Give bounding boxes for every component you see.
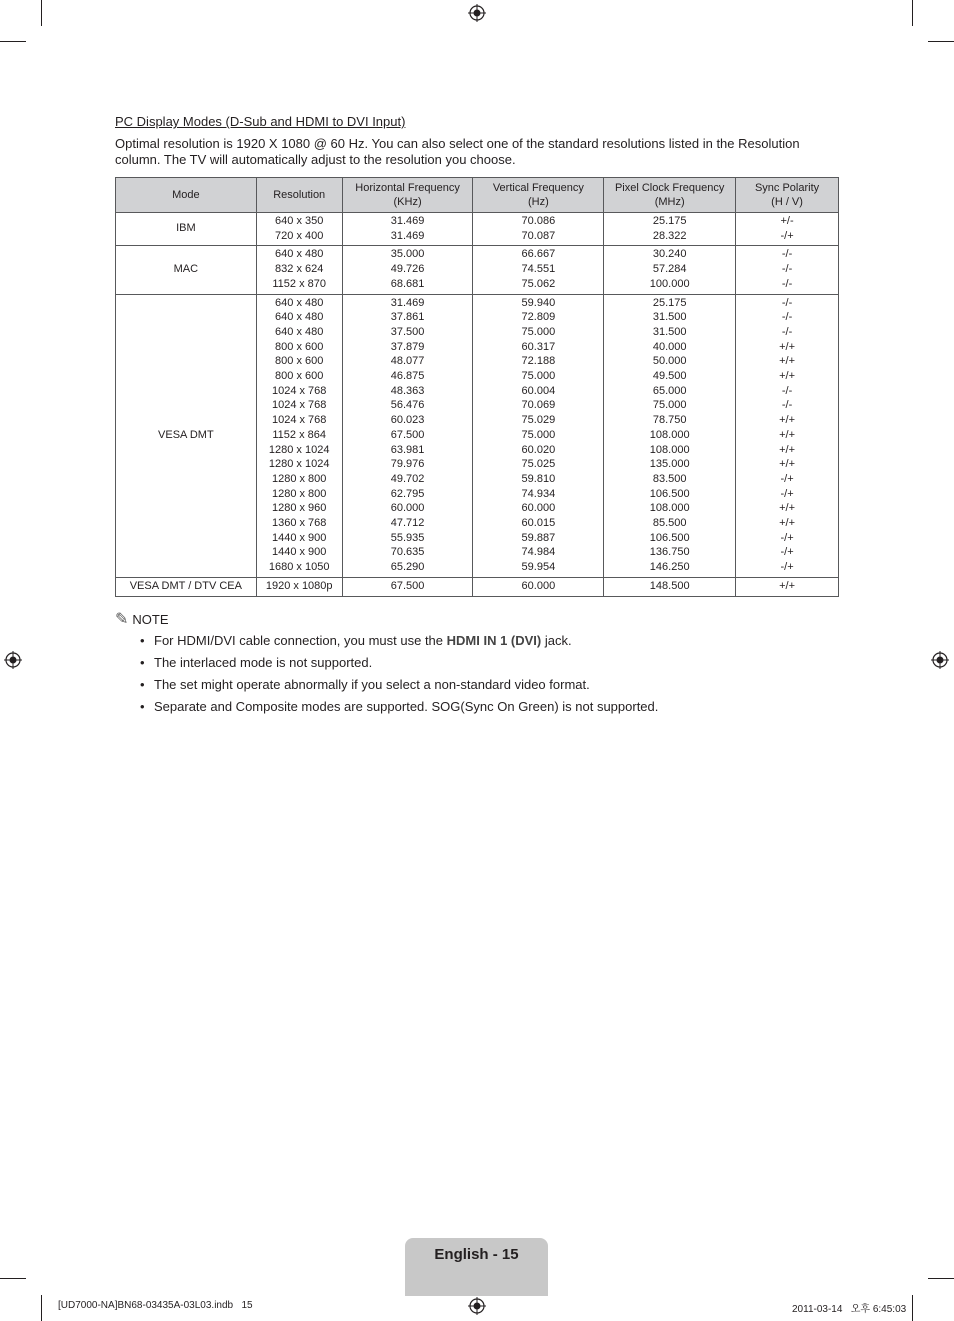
cell-value: 25.175 [652,296,687,309]
cell-value: -/+ [780,229,794,242]
registration-target-icon [931,651,949,669]
cell-value: 28.322 [652,229,687,242]
mode-cell: VESA DMT / DTV CEA [116,577,257,596]
cell-value: +/+ [779,458,795,471]
cell-value: +/+ [779,502,795,515]
cell-value: +/+ [779,517,795,530]
crop-mark-bottom-right-v [912,1295,913,1321]
crop-mark-top-right-h [928,41,954,42]
cell-value: 1680 x 1050 [268,561,330,574]
header-pixel-clock: Pixel Clock Frequency (MHz) [604,178,736,213]
cell-value: 720 x 400 [275,229,324,242]
cell-value: 800 x 600 [275,355,324,368]
vertical-frequency-cell [473,294,604,577]
header-sync-polarity: Sync Polarity (H / V) [736,178,839,213]
cell-value: 1152 x 870 [272,277,326,290]
table-header-row [116,178,839,213]
pencil-icon: ✎ [115,611,129,628]
cell-value: 59.940 [521,296,556,309]
cell-value: 67.500 [390,579,425,592]
file-slug: [UD7000-NA]BN68-03435A-03L03.indb 15 [58,1300,253,1311]
cell-value: 75.000 [652,399,687,412]
cell-value: 60.000 [521,502,556,515]
print-timestamp: 2011-03-14 오후 6:45:03 [792,1304,907,1315]
vertical-frequency-cell [473,246,604,294]
cell-value: 108.000 [649,502,690,515]
table-row [116,577,839,596]
note-item: • For HDMI/DVI cable connection, you must use the HDMI IN 1 (DVI) jack. [140,632,658,654]
cell-value: 60.000 [390,502,425,515]
cell-value: +/- [780,215,794,227]
cell-value: 70.087 [521,229,556,242]
cell-value: 31.500 [652,311,687,324]
cell-value: 25.175 [652,215,687,227]
cell-value: 75.062 [521,277,556,290]
resolution-cell [256,246,342,294]
sync-polarity-cell [736,246,839,294]
cell-value: 74.984 [521,546,556,559]
registration-target-icon [468,1297,486,1315]
mode-cell: IBM [116,213,257,246]
note-list [140,632,658,720]
note-label: NOTE [132,612,169,627]
cell-value: 800 x 600 [275,370,324,383]
cell-value: -/- [781,248,793,261]
cell-value: 63.981 [390,443,425,456]
cell-value: 100.000 [649,277,690,290]
pixel-clock-cell [604,577,736,596]
crop-mark-bottom-left-v [41,1295,42,1321]
note-item: • Separate and Composite modes are supported. SOG(Sync On Green) is not supported. [140,698,658,720]
cell-value: 79.976 [390,458,425,471]
horizontal-frequency-cell [342,213,473,246]
table-row [116,246,839,294]
cell-value: 1024 x 768 [271,399,327,412]
registration-target-icon [4,651,22,669]
horizontal-frequency-cell [342,577,473,596]
cell-value: 640 x 480 [275,325,324,338]
cell-value: 62.795 [390,487,425,500]
cell-value: 108.000 [649,443,690,456]
header-vertical-frequency: Vertical Frequency (Hz) [473,178,604,213]
cell-value: +/+ [779,414,795,427]
cell-value: 59.954 [521,561,556,574]
cell-value: 30.240 [652,248,687,261]
cell-value: 31.469 [390,296,425,309]
cell-value: 59.887 [521,531,556,544]
cell-value: -/- [781,263,793,276]
cell-value: -/+ [780,561,794,574]
cell-value: 67.500 [390,428,425,441]
cell-value: 135.000 [649,458,690,471]
horizontal-frequency-cell [342,294,473,577]
cell-value: -/- [781,399,793,412]
vertical-frequency-cell [473,213,604,246]
cell-value: 640 x 480 [275,296,324,309]
cell-value: 70.635 [390,546,425,559]
cell-value: 106.500 [649,531,690,544]
cell-value: +/+ [779,579,795,592]
crop-mark-top-left-v [41,0,42,26]
crop-mark-bottom-left-h [0,1278,26,1279]
page-number: English - 15 [434,1246,519,1263]
cell-value: 31.500 [652,325,687,338]
cell-value: 832 x 624 [275,263,324,276]
resolution-cell [256,213,342,246]
header-horizontal-frequency: Horizontal Frequency (KHz) [342,178,473,213]
cell-value: 37.500 [390,325,425,338]
page-number-tab [405,1238,548,1296]
cell-value: 60.020 [521,443,556,456]
cell-value: 60.004 [521,384,556,397]
sync-polarity-cell [736,213,839,246]
cell-value: 72.188 [521,355,556,368]
cell-value: 1024 x 768 [271,414,327,427]
cell-value: 1152 x 864 [272,428,326,441]
header-mode: Mode [116,178,257,213]
note-item: • The set might operate abnormally if you select a non-standard video format. [140,676,658,698]
cell-value: 78.750 [652,414,687,427]
cell-value: 75.000 [521,428,556,441]
cell-value: 1920 x 1080p [265,579,333,592]
cell-value: 60.015 [521,517,556,530]
cell-value: 106.500 [649,487,690,500]
cell-value: 50.000 [652,355,687,368]
cell-value: 70.069 [521,399,556,412]
section-title: PC Display Modes (D-Sub and HDMI to DVI Input) [115,114,406,129]
cell-value: 37.879 [390,340,425,353]
cell-value: -/- [781,311,793,324]
cell-value: 37.861 [390,311,425,324]
cell-value: -/- [781,384,793,397]
cell-value: 48.077 [390,355,425,368]
cell-value: +/+ [779,355,795,368]
pixel-clock-cell [604,246,736,294]
crop-mark-bottom-right-h [928,1278,954,1279]
cell-value: 66.667 [521,248,556,261]
cell-value: 49.726 [390,263,425,276]
cell-value: 640 x 350 [275,215,324,227]
note-heading [115,609,169,629]
pixel-clock-cell [604,213,736,246]
cell-value: 65.290 [390,561,425,574]
cell-value: 40.000 [652,340,687,353]
table-body [116,213,839,597]
note-item: • The interlaced mode is not supported. [140,654,658,676]
cell-value: 136.750 [649,546,690,559]
cell-value: 1360 x 768 [271,517,327,530]
cell-value: 47.712 [390,517,425,530]
pixel-clock-cell [604,294,736,577]
sync-polarity-cell [736,294,839,577]
cell-value: 148.500 [649,579,690,592]
cell-value: 68.681 [390,277,425,290]
cell-value: 72.809 [521,311,556,324]
cell-value: 31.469 [390,229,425,242]
cell-value: 74.551 [521,263,556,276]
cell-value: 83.500 [652,472,687,485]
cell-value: 74.934 [521,487,556,500]
registration-target-icon [468,4,486,22]
cell-value: 146.250 [649,561,690,574]
cell-value: 75.029 [521,414,556,427]
cell-value: 60.317 [521,340,556,353]
cell-value: 1280 x 1024 [268,458,330,471]
mode-cell: MAC [116,246,257,294]
cell-value: 640 x 480 [275,311,324,324]
cell-value: 46.875 [390,370,425,383]
intro-paragraph: Optimal resolution is 1920 X 1080 @ 60 Hz. You can also select one of the standard resolutions listed in the Resolution column. The TV will automatically adjust to the resolution you choose. [115,136,800,167]
cell-value: 108.000 [649,428,690,441]
resolution-cell [256,577,342,596]
cell-value: -/- [781,296,793,309]
cell-value: 31.469 [390,215,425,227]
cell-value: 60.000 [521,579,556,592]
crop-mark-top-left-h [0,41,26,42]
cell-value: 800 x 600 [275,340,324,353]
cell-value: +/+ [779,370,795,383]
cell-value: 85.500 [652,517,687,530]
vertical-frequency-cell [473,577,604,596]
cell-value: 35.000 [390,248,425,261]
cell-value: 1440 x 900 [271,546,327,559]
cell-value: 1024 x 768 [271,384,327,397]
cell-value: 1280 x 960 [271,502,327,515]
cell-value: 75.000 [521,370,556,383]
cell-value: +/+ [779,428,795,441]
cell-value: 55.935 [390,531,425,544]
horizontal-frequency-cell [342,246,473,294]
cell-value: +/+ [779,443,795,456]
mode-cell: VESA DMT [116,294,257,577]
cell-value: 57.284 [652,263,687,276]
cell-value: 60.023 [390,414,425,427]
cell-value: -/+ [780,531,794,544]
cell-value: 49.500 [652,370,687,383]
cell-value: 75.000 [521,325,556,338]
cell-value: 1280 x 800 [271,487,327,500]
header-resolution: Resolution [256,178,342,213]
display-modes-table [115,177,839,597]
cell-value: -/+ [780,472,794,485]
cell-value: 49.702 [390,472,425,485]
cell-value: 75.025 [521,458,556,471]
cell-value: 1440 x 900 [271,531,327,544]
sync-polarity-cell [736,577,839,596]
cell-value: 59.810 [521,472,556,485]
cell-value: -/+ [780,546,794,559]
cell-value: -/- [781,325,793,338]
cell-value: 1280 x 1024 [268,443,330,456]
cell-value: -/- [781,277,793,290]
cell-value: +/+ [779,340,795,353]
crop-mark-top-right-v [912,0,913,26]
resolution-cell [256,294,342,577]
table-row [116,213,839,246]
cell-value: 56.476 [390,399,425,412]
cell-value: 640 x 480 [275,248,324,261]
cell-value: -/+ [780,487,794,500]
cell-value: 65.000 [652,384,687,397]
cell-value: 70.086 [521,215,556,227]
cell-value: 1280 x 800 [271,472,327,485]
cell-value: 48.363 [390,384,425,397]
table-row [116,294,839,577]
